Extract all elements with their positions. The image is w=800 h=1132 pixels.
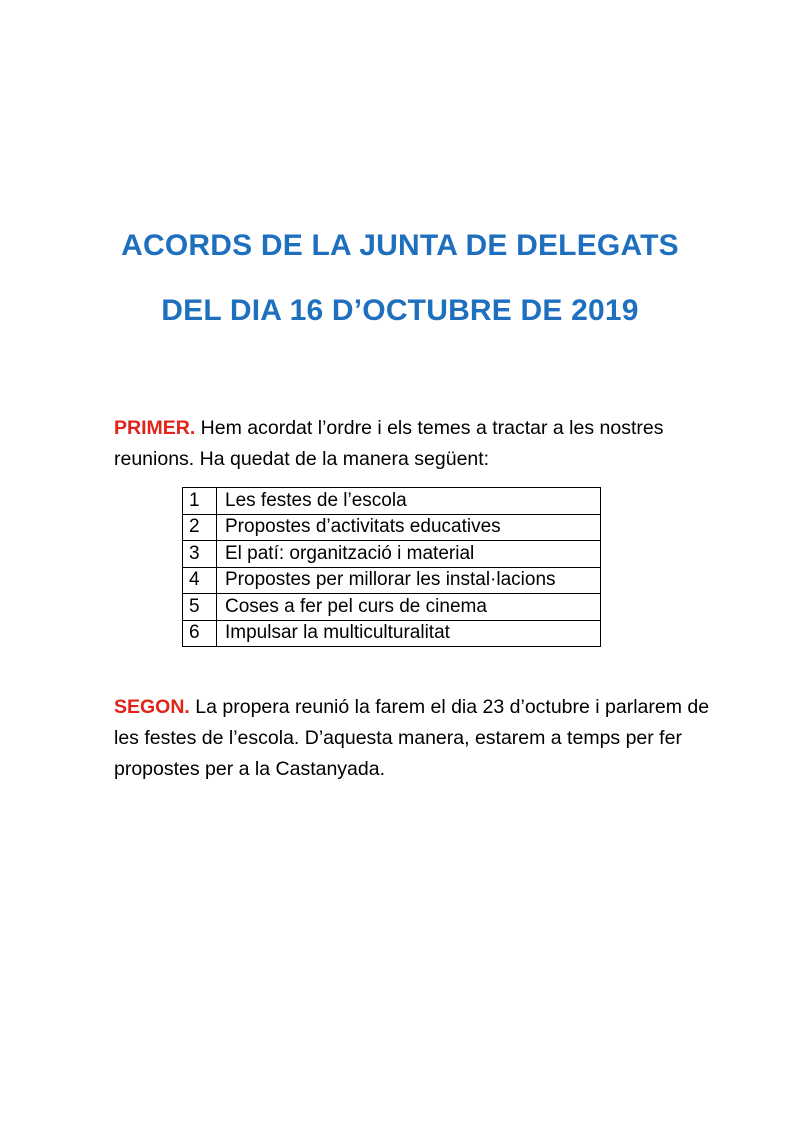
agreement-second-text: La propera reunió la farem el dia 23 d’octubre i parlarem de les festes de l’escola. D’aquesta manera, estarem a temps per fer propostes per a la Castanyada. — [114, 696, 710, 780]
table-row — [183, 567, 601, 594]
document-title-line-2: DEL DIA 16 D’OCTUBRE DE 2019 — [161, 294, 639, 327]
topic-number: 2 — [183, 514, 217, 541]
topic-number: 5 — [183, 594, 217, 621]
table-row — [183, 488, 601, 515]
topic-number: 3 — [183, 541, 217, 568]
topics-table — [182, 487, 601, 647]
topic-text: Impulsar la multiculturalitat — [217, 620, 601, 647]
topic-number: 4 — [183, 567, 217, 594]
agreement-second-label: SEGON. — [114, 696, 190, 718]
table-row — [183, 514, 601, 541]
topic-number: 6 — [183, 620, 217, 647]
topic-text: Propostes per millorar les instal·lacions — [217, 567, 601, 594]
document-title-line-1: ACORDS DE LA JUNTA DE DELEGATS — [121, 229, 679, 262]
agreement-first-text: Hem acordat l’ordre i els temes a tractar a les nostres reunions. Ha quedat de la manera següent: — [114, 417, 664, 470]
table-row — [183, 541, 601, 568]
agreement-first — [114, 413, 714, 475]
topic-text: Propostes d’activitats educatives — [217, 514, 601, 541]
topic-text: El patí: organització i material — [217, 541, 601, 568]
topic-text: Coses a fer pel curs de cinema — [217, 594, 601, 621]
topic-number: 1 — [183, 488, 217, 515]
agreement-first-label: PRIMER. — [114, 417, 196, 439]
table-row — [183, 594, 601, 621]
agreement-second — [114, 692, 714, 785]
topic-text: Les festes de l’escola — [217, 488, 601, 515]
table-row — [183, 620, 601, 647]
